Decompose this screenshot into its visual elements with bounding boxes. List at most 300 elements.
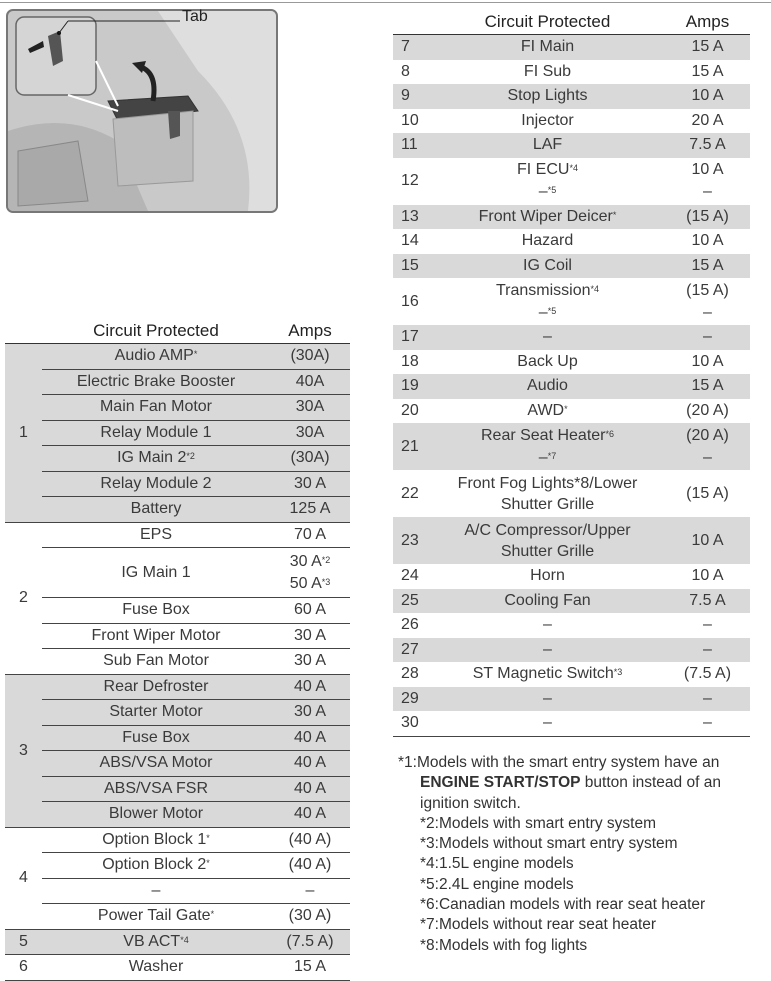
circuit-line	[430, 520, 665, 562]
amps-cell	[665, 278, 750, 325]
amps-line: –	[703, 448, 712, 466]
fuse-number: 29	[401, 689, 419, 707]
amps-cell	[665, 564, 750, 589]
fuse-number: 30	[393, 711, 430, 736]
circuit-line	[430, 206, 665, 228]
amps-value: 40 A	[293, 677, 327, 695]
table-row	[5, 395, 350, 421]
fuse-number: 12	[401, 172, 419, 189]
circuit-cell	[42, 446, 270, 472]
circuit-line	[430, 326, 665, 348]
circuit-name: Electric Brake Booster	[76, 372, 236, 390]
amps-line: –	[703, 183, 712, 200]
circuit-line	[430, 473, 665, 515]
circuit-name: EPS	[139, 525, 172, 543]
circuit-cell	[42, 802, 270, 828]
amps-line	[270, 676, 350, 698]
amps-value: 50 A	[289, 574, 322, 592]
table-row	[393, 35, 750, 60]
amps-cell	[270, 649, 350, 675]
amps-value: 40A	[295, 372, 325, 390]
circuit-cell	[42, 751, 270, 777]
circuit-cell	[430, 35, 665, 60]
amps-cell	[665, 205, 750, 230]
amps-line: (15 A)	[686, 281, 729, 299]
fuse-number: 13	[401, 207, 419, 225]
circuit-name: Cooling Fan	[504, 591, 591, 609]
circuit-cell	[430, 564, 665, 589]
table-row	[5, 751, 350, 777]
circuit-line	[430, 351, 665, 373]
circuit-name: Stop Lights	[507, 87, 588, 105]
footnote-4: *4:1.5L engine models	[420, 855, 574, 873]
amps-line	[270, 880, 350, 902]
amps-value: 30 A	[293, 703, 327, 721]
amps-value: (40 A)	[288, 830, 332, 848]
amps-cell	[270, 751, 350, 777]
header-circuit-protected: Circuit Protected	[42, 319, 270, 344]
circuit-line	[430, 614, 665, 636]
fuse-number: 18	[401, 352, 419, 370]
amps-line: 7.5 A	[689, 591, 726, 609]
amps-cell	[665, 517, 750, 564]
amps-cell	[270, 420, 350, 446]
circuit-cell	[42, 344, 270, 370]
footnote-marker: *6	[605, 428, 615, 439]
circuit-cell	[430, 60, 665, 85]
amps-line: 10 A	[691, 352, 724, 370]
circuit-line	[430, 590, 665, 612]
amps-cell	[665, 399, 750, 424]
table-row	[393, 325, 750, 350]
amps-line	[270, 447, 350, 469]
circuit-name: Hazard	[521, 232, 574, 250]
footnote-8: *8:Models with fog lights	[420, 936, 588, 954]
amps-cell	[665, 350, 750, 375]
fuse-table-left	[5, 319, 350, 981]
fuse-number: 2	[5, 522, 42, 674]
circuit-line	[430, 110, 665, 132]
footnote-text: *1:Models with the smart entry system have an	[398, 754, 720, 771]
amps-line	[270, 573, 350, 595]
fuse-number: 8	[401, 62, 410, 80]
circuit-name: Front Wiper Motor	[91, 626, 221, 644]
amps-value: (7.5 A)	[286, 932, 334, 950]
amps-line	[270, 829, 350, 851]
circuit-name: Option Block 1	[102, 830, 207, 848]
amps-line	[270, 752, 350, 774]
circuit-line	[430, 85, 665, 107]
amps-value: –	[305, 881, 315, 899]
footnote-marker: *	[564, 403, 568, 414]
circuit-cell	[430, 613, 665, 638]
amps-value: 40 A	[293, 754, 327, 772]
fuse-number: 16	[401, 292, 419, 310]
amps-line: 10 A	[691, 87, 724, 105]
table-row	[5, 929, 350, 955]
amps-cell	[270, 904, 350, 930]
amps-line: 15 A	[691, 38, 724, 56]
footnote-marker: *5	[547, 305, 557, 316]
circuit-cell	[430, 158, 665, 205]
table-row	[5, 598, 350, 624]
circuit-cell	[42, 395, 270, 421]
amps-line: –	[703, 616, 712, 634]
table-row	[5, 674, 350, 700]
circuit-cell	[42, 929, 270, 955]
table-row	[5, 776, 350, 802]
amps-value: (40 A)	[288, 856, 332, 874]
fuse-number: 25	[401, 591, 419, 609]
footnote-marker: *5	[547, 185, 557, 195]
circuit-name: Relay Module 1	[100, 423, 212, 441]
amps-cell	[665, 423, 750, 470]
circuit-line	[430, 181, 665, 203]
table-row	[393, 517, 750, 564]
table-row	[5, 497, 350, 523]
table-row	[5, 471, 350, 497]
table-row	[393, 229, 750, 254]
amps-line	[270, 524, 350, 546]
amps-value: 30A	[295, 423, 325, 441]
table-row	[393, 60, 750, 85]
circuit-cell	[430, 254, 665, 279]
circuit-name: ST Magnetic Switch	[472, 665, 614, 683]
circuit-name: –	[151, 881, 161, 899]
circuit-cell	[42, 827, 270, 853]
tab-callout-label: Tab	[182, 8, 208, 25]
circuit-cell	[430, 109, 665, 134]
circuit-cell	[430, 205, 665, 230]
footnotes	[398, 753, 758, 956]
amps-line: (20 A)	[686, 401, 729, 419]
amps-cell	[665, 60, 750, 85]
fuse-number: 9	[401, 87, 410, 105]
circuit-name: Option Block 2	[102, 856, 207, 874]
amps-cell	[270, 802, 350, 828]
table-row	[5, 878, 350, 904]
table-row	[393, 158, 750, 205]
amps-line: 15 A	[691, 62, 724, 80]
circuit-line	[430, 712, 665, 734]
footnote-bold-text: ENGINE START/STOP	[420, 774, 581, 792]
amps-cell	[270, 598, 350, 624]
amps-line: 15 A	[691, 256, 724, 274]
amps-value: 30 A	[293, 626, 327, 644]
circuit-line	[430, 61, 665, 83]
table-row	[5, 548, 350, 598]
circuit-name: IG Main 1	[121, 563, 191, 581]
circuit-line	[430, 565, 665, 587]
amps-cell	[665, 589, 750, 614]
circuit-name: IG Main 2	[117, 449, 187, 467]
amps-value: 70 A	[293, 525, 327, 543]
amps-line: –	[703, 714, 712, 732]
footnote-marker: *	[193, 349, 198, 360]
amps-cell	[665, 374, 750, 399]
table-row	[393, 687, 750, 712]
table-row	[5, 853, 350, 879]
amps-cell	[270, 776, 350, 802]
amps-line: 10 A	[691, 232, 724, 250]
table-row	[393, 109, 750, 134]
amps-line	[270, 701, 350, 723]
amps-line	[270, 956, 350, 978]
footnote-1	[398, 753, 758, 814]
circuit-name: ABS/VSA FSR	[103, 779, 209, 797]
table-row	[5, 649, 350, 675]
amps-value: (30A)	[290, 449, 330, 467]
amps-line: –	[703, 328, 712, 346]
circuit-cell	[42, 853, 270, 879]
amps-line	[270, 727, 350, 749]
amps-line	[270, 650, 350, 672]
amps-line: –	[703, 640, 712, 658]
table-header	[5, 319, 350, 344]
amps-cell	[270, 395, 350, 421]
circuit-name: LAF	[532, 136, 563, 154]
table-row	[393, 662, 750, 687]
circuit-name: –	[538, 183, 548, 200]
amps-line	[270, 371, 350, 393]
amps-cell	[665, 254, 750, 279]
table-row	[5, 802, 350, 828]
table-row	[5, 955, 350, 981]
amps-cell	[270, 446, 350, 472]
footnote-5: *5:2.4L engine models	[420, 875, 574, 893]
amps-cell	[270, 955, 350, 981]
circuit-cell	[430, 470, 665, 517]
amps-cell	[665, 229, 750, 254]
footnote-marker: *	[210, 909, 215, 920]
amps-cell	[270, 853, 350, 879]
amps-line: 20 A	[691, 111, 724, 129]
table-row	[393, 278, 750, 325]
footnote-2: *2:Models with smart entry system	[420, 814, 657, 832]
footnote-marker: *2	[321, 554, 331, 565]
circuit-name: FI ECU	[517, 161, 570, 178]
circuit-name: Battery	[130, 500, 182, 518]
circuit-line	[430, 688, 665, 710]
table-row	[5, 904, 350, 930]
footnote-marker: *	[206, 858, 210, 869]
table-row	[393, 711, 750, 736]
fuse-number: 21	[401, 437, 419, 455]
amps-line: (7.5 A)	[683, 665, 732, 683]
circuit-name: FI Sub	[523, 62, 572, 80]
table-row	[5, 344, 350, 370]
circuit-name: Washer	[128, 958, 184, 976]
circuit-cell	[42, 420, 270, 446]
circuit-name: Blower Motor	[108, 805, 204, 823]
amps-line: (15 A)	[686, 484, 729, 502]
circuit-line	[430, 663, 665, 685]
circuit-name: –	[543, 689, 552, 707]
circuit-line	[430, 425, 665, 447]
amps-line	[270, 803, 350, 825]
amps-line: (20 A)	[686, 426, 729, 444]
amps-line: 10 A	[691, 531, 724, 549]
amps-cell	[665, 158, 750, 205]
circuit-name: Audio AMP	[114, 347, 194, 365]
circuit-name: Power Tail Gate	[97, 907, 211, 925]
table-row	[393, 589, 750, 614]
table-row	[5, 420, 350, 446]
footnote-text: button instead of an ignition switch.	[420, 774, 721, 812]
amps-value: 60 A	[293, 601, 327, 619]
amps-cell	[270, 929, 350, 955]
footnote-marker: *4	[180, 934, 189, 945]
amps-value: 125 A	[289, 500, 331, 518]
circuit-cell	[42, 471, 270, 497]
amps-line: –	[703, 689, 712, 707]
amps-cell	[665, 687, 750, 712]
circuit-name: –	[543, 640, 552, 658]
table-row	[393, 423, 750, 470]
circuit-cell	[430, 589, 665, 614]
circuit-name: ABS/VSA Motor	[99, 754, 213, 772]
fuse-table-right	[393, 10, 750, 737]
table-row	[393, 133, 750, 158]
fuse-number: 10	[401, 111, 419, 129]
circuit-cell	[42, 497, 270, 523]
circuit-cell	[42, 725, 270, 751]
circuit-cell	[430, 662, 665, 687]
footnote-7: *7:Models without rear seat heater	[420, 916, 657, 934]
amps-line	[270, 422, 350, 444]
amps-value: 30 A	[289, 552, 322, 570]
circuit-cell	[42, 598, 270, 624]
circuit-name: Front Fog Lights*8/Lower Shutter Grille	[457, 474, 638, 513]
footnote-marker: *3	[321, 576, 331, 587]
circuit-line	[430, 375, 665, 397]
fuse-number: 15	[401, 256, 419, 274]
amps-cell	[665, 711, 750, 736]
fuse-number: 19	[401, 377, 419, 395]
amps-value: (30 A)	[288, 907, 332, 925]
table-row	[5, 446, 350, 472]
footnote-marker: *4	[569, 163, 578, 173]
header-amps: Amps	[665, 10, 750, 35]
circuit-name: –	[538, 448, 548, 466]
footnote-6: *6:Canadian models with rear seat heater	[420, 896, 706, 914]
table-row	[5, 725, 350, 751]
amps-cell	[270, 344, 350, 370]
footnote-marker: *2	[186, 451, 195, 462]
footnote-3: *3:Models without smart entry system	[420, 835, 678, 853]
amps-value: 30A	[295, 398, 325, 416]
circuit-name: VB ACT	[123, 932, 181, 950]
circuit-name: AWD	[527, 401, 565, 419]
amps-cell	[665, 613, 750, 638]
amps-line	[270, 345, 350, 367]
circuit-name: Starter Motor	[109, 703, 203, 721]
amps-cell	[270, 725, 350, 751]
circuit-cell	[42, 776, 270, 802]
circuit-name: –	[543, 616, 552, 634]
table-header	[393, 10, 750, 35]
fuse-number: 5	[5, 929, 42, 955]
fuse-number: 24	[401, 567, 419, 585]
circuit-cell	[42, 955, 270, 981]
amps-line	[270, 498, 350, 520]
amps-cell	[270, 674, 350, 700]
circuit-cell	[430, 423, 665, 470]
amps-line	[270, 905, 350, 927]
circuit-line	[430, 230, 665, 252]
amps-line: (15 A)	[686, 207, 729, 225]
circuit-line	[430, 36, 665, 58]
amps-cell	[665, 470, 750, 517]
footnote-marker: *4	[590, 283, 600, 294]
amps-cell	[665, 662, 750, 687]
circuit-name: IG Coil	[523, 256, 572, 274]
amps-line	[270, 854, 350, 876]
circuit-name: Fuse Box	[122, 601, 190, 619]
circuit-cell	[430, 84, 665, 109]
amps-line	[270, 396, 350, 418]
fuse-number: 20	[401, 401, 419, 419]
amps-value: 30 A	[293, 652, 327, 670]
amps-line	[270, 778, 350, 800]
footnote-marker: *	[612, 209, 617, 220]
circuit-cell	[430, 638, 665, 663]
fuse-number: 6	[5, 955, 42, 981]
amps-value: 40 A	[293, 728, 327, 746]
amps-value: 40 A	[293, 779, 327, 797]
circuit-cell	[42, 369, 270, 395]
table-row	[393, 254, 750, 279]
amps-cell	[665, 325, 750, 350]
footnote-marker: *	[206, 832, 210, 843]
amps-cell	[270, 369, 350, 395]
circuit-line	[430, 255, 665, 277]
amps-line: 15 A	[691, 377, 724, 395]
fuse-number: 1	[5, 344, 42, 523]
circuit-cell	[42, 904, 270, 930]
amps-line: 10 A	[691, 567, 724, 585]
amps-cell	[270, 497, 350, 523]
amps-cell	[270, 700, 350, 726]
circuit-cell	[42, 548, 270, 598]
table-row	[5, 522, 350, 548]
fuse-number: 28	[401, 665, 419, 683]
header-fuse-number	[5, 319, 42, 344]
table-row	[393, 470, 750, 517]
amps-cell	[270, 827, 350, 853]
header-fuse-number	[393, 10, 430, 35]
circuit-cell	[430, 399, 665, 424]
circuit-name: Relay Module 2	[100, 474, 212, 492]
circuit-name: –	[543, 714, 552, 732]
fuse-number: 23	[401, 531, 419, 549]
circuit-name: FI Main	[520, 38, 575, 56]
table-row	[393, 613, 750, 638]
circuit-cell	[42, 623, 270, 649]
circuit-name: Fuse Box	[122, 728, 190, 746]
circuit-name: –	[538, 303, 548, 321]
circuit-cell	[430, 517, 665, 564]
table-row	[5, 827, 350, 853]
circuit-cell	[430, 711, 665, 736]
amps-line	[270, 473, 350, 495]
table-row	[393, 399, 750, 424]
footnote-marker: *7	[547, 450, 557, 461]
circuit-cell	[430, 229, 665, 254]
fuse-number: 17	[401, 328, 419, 346]
fuse-number: 7	[401, 38, 410, 56]
circuit-line	[430, 134, 665, 156]
